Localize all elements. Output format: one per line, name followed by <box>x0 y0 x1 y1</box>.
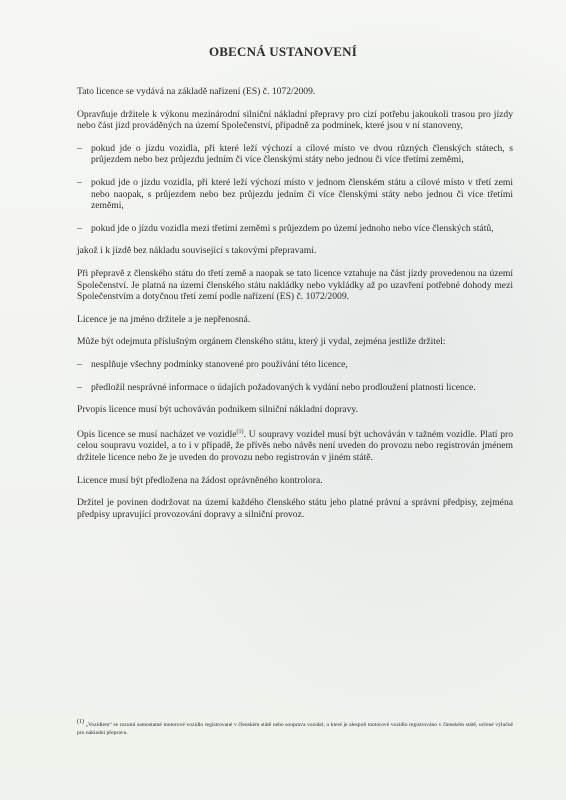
footnote-text: „Vozidlem“ se rozumí samostatné motorové vozidlo registrované v členském státě nebo souprava vozidel, u které je alespoň motorové vozidlo registrováno v členském státě, určené výlučně pro nákladní přepravu. <box>77 721 513 736</box>
dash-bullet: – <box>77 222 82 234</box>
withdrawal-paragraph: Může být odejmuta příslušným orgánem členského státu, který ji vydal, zejména jestliže držitel: <box>77 336 446 348</box>
list-item-text: pokud jde o jízdu vozidla, při které leží výchozí místo v jednom členském státu a cílové místo v třetí zemi nebo naopak, s průjezdem nebo bez průjezdu jedním či více členskými státy nebo jednou či více třetími zeměmi, <box>91 176 513 212</box>
list-item-text: pokud jde o jízdu vozidla mezi třetími zeměmi s průjezdem po území jednoho nebo více členských států, <box>91 222 494 234</box>
list-item <box>77 223 513 235</box>
page-title: OBECNÁ USTANOVENÍ <box>209 44 357 59</box>
dash-bullet: – <box>77 358 82 370</box>
list-item <box>77 143 513 166</box>
list-item <box>77 359 513 371</box>
list-item-text: nesplňuje všechny podmínky stanovené pro používání této licence, <box>91 358 348 370</box>
intro-paragraph: Tato licence se vydává na základě nařízení (ES) č. 1072/2009. <box>77 86 316 97</box>
footnote-marker: (1) <box>77 719 84 725</box>
authorisation-paragraph: Opravňuje držitele k výkonu mezinárodní silniční nákladní přepravy pro cizí potřebu jakoukoli trasou pro jízdy nebo část jízd prováděných na území Společenství, případně za podmínek, které jsou v ní stanoveny, <box>77 108 513 132</box>
copy-text-a: Opis licence se musí nacházet ve vozidle <box>77 428 237 440</box>
document-body <box>77 86 513 531</box>
copy-paragraph <box>77 427 513 464</box>
dash-bullet: – <box>77 142 82 154</box>
footnote <box>77 718 513 737</box>
third-country-paragraph: Při přepravě z členského státu do třetí země a naopak se tato licence vztahuje na část jízdy provedenou na území Společenství. Je platná na území členského státu nakládky nebo vykládky až po uzavření potřebné dohody mezi Společenstvím a dotyčnou třetí zemí podle nařízení (ES) č. 1072/2009. <box>77 267 513 303</box>
compliance-paragraph: Držitel je povinen dodržovat na území každého členského státu jeho platné právní a správní předpisy, zejména předpisy upravující provozování dopravy a silniční provoz. <box>77 497 513 520</box>
inspection-paragraph: Licence musí být předložena na žádost oprávněného kontrolora. <box>77 474 323 486</box>
unladen-paragraph: jakož i k jízdě bez nákladu související s takovými přepravami. <box>77 245 317 257</box>
dash-bullet: – <box>77 381 82 393</box>
dash-bullet: – <box>77 176 82 188</box>
list-item <box>77 177 513 212</box>
footnote-ref: (1) <box>236 428 244 435</box>
copy-text-b: . U soupravy vozidel musí být uchováván v tažném vozidle. Platí pro celou soupravu vozidel, a to i v případě, že přívěs nebo návěs není uveden do provozu nebo registrován jménem držitele licence nebo že je uveden do provozu nebo registrován v jiném státě. <box>77 428 513 464</box>
list-item-text: předložil nesprávné informace o údajích požadovaných k vydání nebo prodloužení platnosti licence. <box>91 381 476 393</box>
personal-paragraph: Licence je na jméno držitele a je nepřenosná. <box>77 313 251 325</box>
list-item-text: pokud jde o jízdu vozidla, při které leží výchozí a cílové místo ve dvou různých členských státech, s průjezdem nebo bez průjezdu jedním či více členskými státy nebo jednou či více třetími zeměmi, <box>91 142 513 166</box>
original-kept-paragraph: Prvopis licence musí být uchováván podnikem silniční nákladní dopravy. <box>77 404 359 416</box>
list-item <box>77 382 513 394</box>
